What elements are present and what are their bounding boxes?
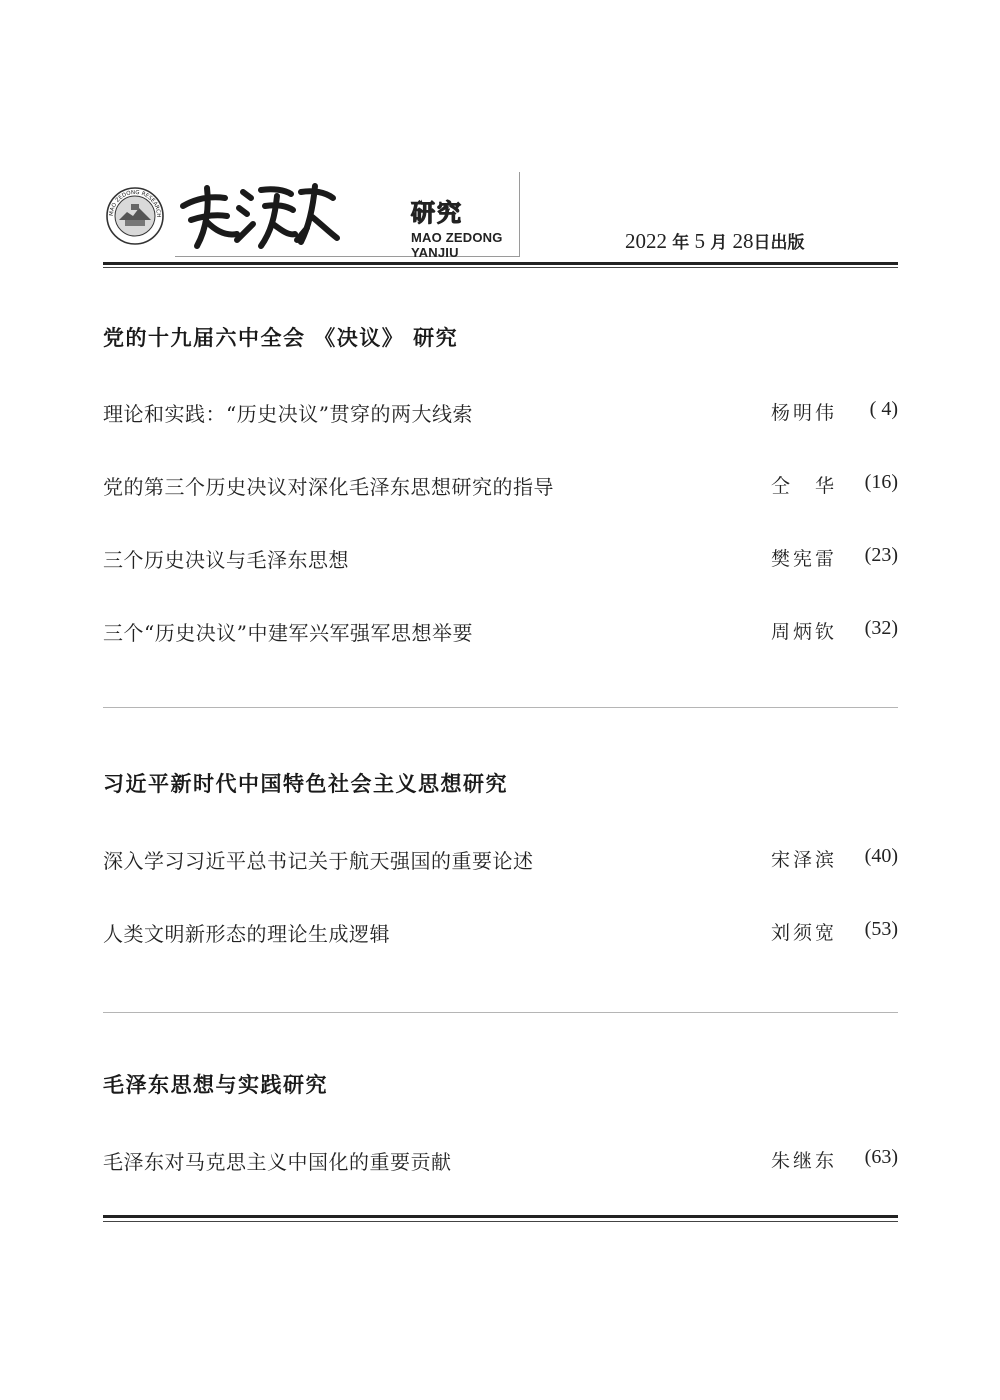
seal-text: MAO ZEDONG RESEARCH xyxy=(108,189,162,218)
pub-month-unit: 月 xyxy=(710,233,728,253)
toc-entry[interactable] xyxy=(103,1146,898,1176)
pub-day: 28 xyxy=(732,229,754,253)
pub-day-unit: 日出版 xyxy=(753,233,805,253)
section-title: 毛泽东思想与实践研究 xyxy=(103,1073,328,1097)
article-title: 人类文明新形态的理论生成逻辑 xyxy=(103,922,390,946)
article-author: 杨明伟 xyxy=(771,402,838,424)
footer-rule-thin xyxy=(103,1221,898,1222)
section-title: 党的十九届六中全会 《决议》 研究 xyxy=(103,326,459,350)
pub-year: 2022 xyxy=(625,229,667,253)
page-number: (40) xyxy=(864,845,898,867)
page-number: ( 4) xyxy=(869,398,898,420)
article-author: 樊宪雷 xyxy=(771,548,838,570)
section-title: 习近平新时代中国特色社会主义思想研究 xyxy=(103,772,508,796)
toc-entry[interactable] xyxy=(103,398,898,428)
page-number: (23) xyxy=(864,544,898,566)
article-author: 朱继东 xyxy=(771,1150,838,1172)
section-divider xyxy=(103,707,898,708)
article-title: 三个“历史决议”中建军兴军强军思想举要 xyxy=(103,621,473,645)
footer-rule-thick xyxy=(103,1215,898,1218)
masthead xyxy=(103,172,898,264)
page-number: (16) xyxy=(864,471,898,493)
article-title: 毛泽东对马克思主义中国化的重要贡献 xyxy=(103,1150,452,1174)
page-number: (53) xyxy=(864,918,898,940)
pub-year-unit: 年 xyxy=(672,233,690,253)
toc-entry[interactable] xyxy=(103,544,898,574)
calligraphy-logo xyxy=(177,176,345,254)
article-author: 刘须宽 xyxy=(771,922,838,944)
article-author: 宋泽滨 xyxy=(771,849,838,871)
masthead-rule-thin xyxy=(103,267,898,268)
page-number: (32) xyxy=(864,617,898,639)
toc-entry[interactable] xyxy=(103,471,898,501)
toc-entry[interactable] xyxy=(103,617,898,647)
journal-logo xyxy=(175,172,520,260)
article-author: 周炳钦 xyxy=(771,621,838,643)
section-divider xyxy=(103,1012,898,1013)
article-title: 党的第三个历史决议对深化毛泽东思想研究的指导 xyxy=(103,475,554,499)
article-title: 理论和实践：“历史决议”贯穿的两大线索 xyxy=(103,402,473,426)
toc-entry[interactable] xyxy=(103,845,898,875)
page-number: (63) xyxy=(864,1146,898,1168)
masthead-rule-thick xyxy=(103,262,898,265)
pub-month: 5 xyxy=(694,229,705,253)
journal-title-cn: 研究 xyxy=(411,199,463,227)
journal-seal-icon xyxy=(105,186,165,246)
article-title: 三个历史决议与毛泽东思想 xyxy=(103,548,349,572)
article-title: 深入学习习近平总书记关于航天强国的重要论述 xyxy=(103,849,534,873)
toc-entry[interactable] xyxy=(103,918,898,948)
journal-title-en: MAO ZEDONG YANJIU xyxy=(411,230,503,260)
publication-date xyxy=(625,228,805,254)
article-author: 仝 华 xyxy=(771,475,838,497)
